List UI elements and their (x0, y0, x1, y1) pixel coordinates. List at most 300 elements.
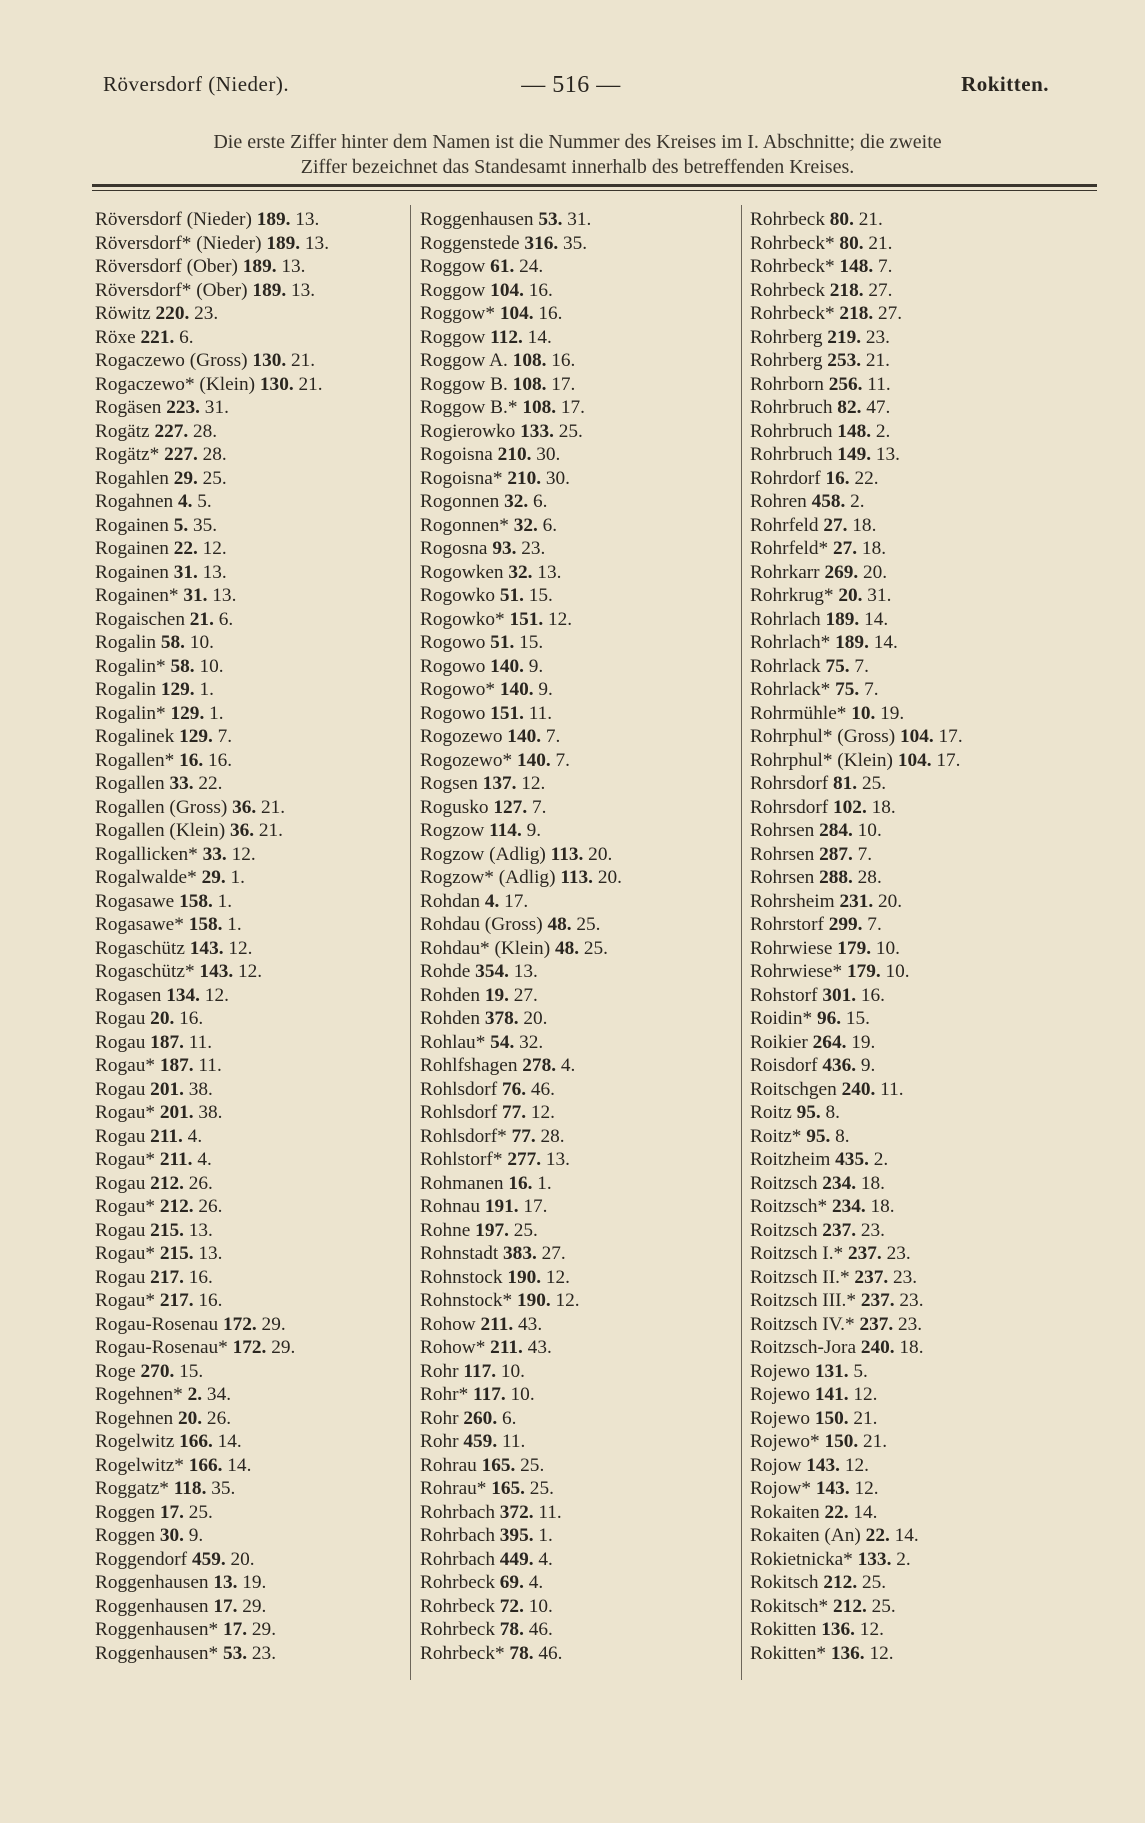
registry-office-number: 1. (222, 914, 242, 935)
registry-office-number: 7. (852, 843, 873, 865)
registry-office-number: 21. (293, 373, 323, 395)
list-item (95, 279, 329, 303)
registry-office-number: 28. (197, 444, 227, 465)
registry-office-number: 30. (541, 467, 570, 489)
district-number: 190. (516, 1290, 551, 1311)
place-name: Rogzow* (Adlig) (420, 867, 561, 888)
district-number: 148. (837, 420, 872, 442)
list-item (420, 1007, 622, 1031)
place-name: Roisdorf (750, 1055, 823, 1076)
district-number: 22. (173, 538, 198, 559)
list-item (95, 302, 329, 326)
registry-office-number: 10. (523, 1595, 553, 1617)
registry-office-number: 17. (556, 397, 585, 418)
district-number: 20. (838, 585, 863, 606)
district-number: 150. (814, 1407, 849, 1429)
district-number: 13. (213, 1572, 238, 1593)
registry-office-number: 10. (496, 1360, 525, 1382)
registry-office-number: 46. (533, 1642, 563, 1664)
place-name: Rogahnen (95, 491, 178, 512)
registry-office-number: 12. (197, 538, 227, 559)
list-item (420, 1430, 622, 1454)
district-number: 201. (150, 1078, 184, 1100)
list-item (420, 396, 622, 420)
registry-office-number: 1. (533, 1525, 553, 1546)
place-name: Rogehnen* (95, 1384, 188, 1405)
list-item (420, 772, 622, 796)
district-number: 129. (179, 726, 213, 747)
list-item (420, 1548, 622, 1572)
registry-office-number: 4. (523, 1572, 544, 1593)
registry-office-number: 14. (222, 1454, 252, 1476)
district-number: 27. (823, 514, 848, 536)
registry-office-number: 17. (546, 373, 576, 395)
district-number: 58. (170, 655, 195, 677)
list-item (420, 1219, 622, 1243)
list-item (750, 725, 963, 749)
district-number: 449. (499, 1548, 534, 1570)
place-name: Rohrbach (420, 1525, 500, 1546)
place-name: Rohrbruch (750, 397, 838, 418)
registry-office-number: 38. (183, 1078, 213, 1100)
list-item (750, 1219, 963, 1243)
registry-office-number: 12. (526, 1102, 555, 1123)
registry-office-number: 22. (849, 467, 879, 489)
place-name: Roggenhausen (420, 209, 539, 230)
district-number: 113. (550, 843, 584, 865)
registry-office-number: 4. (182, 1125, 203, 1147)
registry-office-number: 38. (193, 1102, 223, 1123)
registry-office-number: 25. (197, 467, 227, 489)
district-number: 212. (833, 1595, 867, 1617)
list-item (95, 1618, 329, 1642)
registry-office-number: 20. (858, 561, 888, 583)
list-item (750, 678, 963, 702)
registry-office-number: 23. (247, 1642, 277, 1664)
district-number: 143. (806, 1454, 840, 1476)
running-head-left: Röversdorf (Nieder). (103, 72, 290, 96)
registry-office-number: 18. (847, 514, 877, 536)
registry-office-number: 25. (571, 914, 601, 935)
place-name: Rohr* (420, 1384, 474, 1405)
place-name: Roggatz* (95, 1478, 174, 1499)
list-item (750, 1101, 963, 1125)
place-name: Rogalin* (95, 655, 171, 677)
registry-office-number: 12. (541, 1266, 570, 1288)
registry-office-number: 17. (933, 726, 963, 747)
place-name: Rojow* (750, 1478, 816, 1499)
place-name: Rohrsheim (750, 890, 840, 912)
list-item (750, 326, 963, 350)
registry-office-number: 13. (207, 585, 237, 606)
list-item (95, 866, 329, 890)
place-name: Roggow (420, 256, 491, 277)
registry-office-number: 31. (562, 209, 592, 230)
place-name: Rogzow (420, 820, 490, 841)
district-number: 140. (499, 679, 534, 700)
place-name: Rogainen* (95, 585, 184, 606)
district-number: 140. (507, 726, 542, 747)
registry-office-number: 11. (193, 1055, 222, 1076)
place-name: Rohrkrug* (750, 585, 839, 606)
list-item (750, 514, 963, 538)
list-item (420, 1642, 622, 1666)
place-name: Rogaschütz* (95, 961, 200, 982)
district-number: 354. (475, 961, 509, 982)
registry-office-number: 18. (866, 796, 896, 818)
registry-office-number: 10. (871, 937, 900, 959)
district-number: 158. (188, 914, 223, 935)
district-number: 165. (491, 1478, 525, 1499)
district-number: 240. (860, 1337, 895, 1358)
list-item (95, 631, 329, 655)
place-name: Rohrfeld* (750, 538, 833, 559)
list-item (420, 302, 622, 326)
list-item (750, 1148, 963, 1172)
registry-office-number: 10. (505, 1384, 535, 1405)
place-name: Rogau (95, 1172, 151, 1194)
district-number: 165. (481, 1454, 516, 1476)
place-name: Röversdorf* (Ober) (95, 279, 253, 301)
registry-office-number: 13. (290, 209, 320, 230)
district-number: 61. (490, 256, 515, 277)
place-name: Rogau* (95, 1196, 160, 1217)
district-number: 32. (513, 514, 538, 536)
place-name: Rohrbeck* (750, 232, 840, 254)
list-item (420, 796, 622, 820)
list-item (750, 420, 963, 444)
district-number: 117. (473, 1384, 506, 1405)
place-name: Rohr (420, 1407, 464, 1429)
place-name: Rogainen (95, 514, 174, 536)
list-item (95, 467, 329, 491)
place-name: Rohne (420, 1219, 476, 1241)
list-item (420, 1289, 622, 1313)
list-item (750, 772, 963, 796)
place-name: Roitzsch III.* (750, 1290, 861, 1311)
place-name: Rokitsch* (750, 1595, 834, 1617)
list-item (95, 232, 329, 256)
list-item (420, 1125, 622, 1149)
place-name: Rohnstadt (420, 1243, 504, 1264)
place-name: Rohden (420, 984, 485, 1006)
place-name: Rogau* (95, 1055, 160, 1076)
place-name: Rojewo (750, 1407, 815, 1429)
district-number: 172. (222, 1313, 257, 1335)
list-item (95, 984, 329, 1008)
list-item (95, 326, 329, 350)
district-number: 33. (169, 773, 194, 794)
registry-office-number: 12. (226, 843, 256, 865)
list-item (95, 1571, 329, 1595)
place-name: Rogonnen (420, 491, 505, 512)
registry-office-number: 23. (856, 1219, 885, 1241)
district-number: 53. (222, 1642, 248, 1664)
list-item (750, 1595, 963, 1619)
district-number: 95. (796, 1102, 821, 1123)
registry-office-number: 16. (546, 350, 576, 371)
registry-office-number: 13. (532, 561, 562, 583)
list-item (95, 1031, 329, 1055)
place-name: Roitz* (750, 1125, 807, 1147)
district-number: 256. (828, 373, 863, 395)
list-item (750, 1618, 963, 1642)
note-line-2: Ziffer bezeichnet das Standesamt innerhalb des betreffenden Kreises. (300, 156, 855, 178)
district-number: 179. (846, 961, 881, 982)
district-number: 104. (499, 303, 534, 324)
district-number: 227. (164, 444, 198, 465)
district-number: 130. (259, 373, 294, 395)
registry-office-number: 7. (212, 726, 233, 747)
place-name: Roggenhausen* (95, 1642, 223, 1664)
list-item (750, 1360, 963, 1384)
registry-office-number: 15. (174, 1360, 204, 1382)
district-number: 72. (499, 1595, 524, 1617)
list-item (95, 1007, 329, 1031)
place-name: Rogowo (420, 632, 491, 653)
place-name: Rohrsen (750, 820, 820, 841)
place-name: Rogainen (95, 538, 174, 559)
list-item (95, 1383, 329, 1407)
place-name: Rogaischen (95, 608, 190, 630)
registry-office-number: 12. (840, 1454, 869, 1476)
registry-office-number: 21. (861, 350, 890, 371)
list-item (750, 1407, 963, 1431)
list-item (750, 302, 963, 326)
district-number: 372. (499, 1501, 534, 1523)
district-number: 80. (829, 209, 854, 230)
list-item (750, 843, 963, 867)
list-item (750, 655, 963, 679)
list-item (95, 890, 329, 914)
district-number: 69. (499, 1572, 524, 1593)
place-name: Roggow A. (420, 350, 513, 371)
district-number: 217. (150, 1266, 184, 1288)
place-name: Rogätz* (95, 444, 165, 465)
district-number: 234. (831, 1196, 866, 1217)
list-item (95, 373, 329, 397)
list-item (95, 1172, 329, 1196)
district-number: 80. (839, 232, 864, 254)
place-name: Rogau (95, 1266, 151, 1288)
place-name: Rohdan (420, 890, 485, 912)
list-item (95, 1407, 329, 1431)
registry-office-number: 26. (202, 1407, 232, 1429)
registry-office-number: 16. (533, 303, 563, 324)
registry-office-number: 12. (516, 773, 546, 794)
place-name: Rojewo (750, 1360, 815, 1382)
district-number: 140. (490, 655, 524, 677)
registry-office-number: 11. (862, 373, 891, 395)
district-number: 215. (159, 1243, 194, 1264)
list-item (420, 490, 622, 514)
place-name: Rogaczewo (Gross) (95, 350, 253, 371)
list-item (750, 866, 963, 890)
place-name: Roggow B.* (420, 397, 523, 418)
place-name: Röxe (95, 326, 141, 348)
place-name: Rohr (420, 1360, 464, 1382)
list-item (95, 937, 329, 961)
registry-office-number: 11. (533, 1501, 562, 1523)
list-item (95, 655, 329, 679)
list-item (420, 678, 622, 702)
list-item (420, 232, 622, 256)
list-item (420, 866, 622, 890)
registry-office-number: 27. (508, 984, 538, 1006)
list-item (95, 819, 329, 843)
registry-office-number: 13. (286, 279, 316, 301)
registry-office-number: 13. (508, 961, 538, 982)
list-item (420, 913, 622, 937)
district-number: 187. (150, 1031, 184, 1053)
district-number: 95. (806, 1125, 831, 1147)
district-number: 78. (509, 1642, 534, 1664)
list-item (750, 702, 963, 726)
district-number: 32. (504, 491, 529, 512)
list-item (750, 396, 963, 420)
district-number: 75. (825, 655, 850, 677)
registry-office-number: 16. (856, 984, 885, 1006)
place-name: Rogalwalde* (95, 867, 202, 888)
district-number: 189. (242, 256, 277, 277)
registry-office-number: 35. (206, 1478, 236, 1499)
place-name: Rogzow (Adlig) (420, 843, 551, 865)
list-item (750, 373, 963, 397)
place-name: Rogau* (95, 1149, 160, 1170)
registry-office-number: 21. (853, 209, 883, 230)
district-number: 2. (187, 1384, 203, 1405)
district-number: 136. (821, 1619, 855, 1640)
list-item (750, 608, 963, 632)
list-item (420, 1313, 622, 1337)
registry-office-number: 16. (174, 1008, 204, 1029)
place-name: Rohren (750, 491, 812, 512)
district-number: 217. (159, 1290, 194, 1311)
list-item (95, 1289, 329, 1313)
list-item (750, 584, 963, 608)
list-item (420, 467, 622, 491)
registry-office-number: 25. (515, 1454, 545, 1476)
district-number: 270. (140, 1360, 175, 1382)
column-divider-1 (410, 205, 411, 1680)
list-item (750, 561, 963, 585)
district-number: 30. (159, 1525, 184, 1546)
registry-office-number: 6. (497, 1407, 517, 1429)
place-name: Rokitsch (750, 1572, 824, 1593)
list-item (95, 1101, 329, 1125)
list-item (95, 208, 329, 232)
place-name: Rogalin (95, 632, 161, 653)
place-name: Roggow B. (420, 373, 513, 395)
district-number: 32. (508, 561, 533, 583)
place-name: Rogoisna* (420, 467, 508, 489)
district-number: 151. (490, 702, 524, 724)
registry-office-number: 4. (556, 1055, 576, 1076)
district-number: 58. (160, 632, 185, 653)
district-number: 21. (189, 608, 214, 630)
list-item (750, 1078, 963, 1102)
place-name: Rokietnicka* (750, 1548, 858, 1570)
list-item (95, 960, 329, 984)
registry-office-number: 12. (550, 1290, 580, 1311)
list-item (420, 702, 622, 726)
list-item (420, 349, 622, 373)
place-name: Roggenstede (420, 232, 525, 254)
district-number: 459. (191, 1548, 226, 1570)
district-number: 189. (266, 232, 301, 254)
place-name: Roggendorf (95, 1548, 192, 1570)
place-name: Rohrbeck (420, 1595, 500, 1617)
list-item (420, 1383, 622, 1407)
district-number: 215. (150, 1219, 184, 1241)
list-item (95, 1454, 329, 1478)
registry-office-number: 21. (858, 1431, 888, 1452)
district-number: 148. (839, 256, 874, 277)
district-number: 288. (819, 867, 853, 888)
district-number: 114. (489, 820, 522, 841)
district-number: 189. (256, 209, 291, 230)
list-item (420, 1336, 622, 1360)
list-item (95, 678, 329, 702)
list-item (420, 255, 622, 279)
place-name: Roitz (750, 1102, 797, 1123)
list-item (750, 749, 963, 773)
list-item (420, 1524, 622, 1548)
district-number: 48. (554, 937, 580, 959)
place-name: Rohrbeck* (750, 303, 840, 324)
place-name: Röwitz (95, 303, 156, 324)
place-name: Rohrphul* (Gross) (750, 726, 900, 747)
registry-office-number: 1. (212, 890, 233, 912)
registry-office-number: 26. (193, 1196, 223, 1217)
registry-office-number: 29. (266, 1337, 296, 1358)
list-item (95, 1336, 329, 1360)
district-number: 108. (522, 397, 557, 418)
district-number: 260. (463, 1407, 498, 1429)
list-item (95, 725, 329, 749)
registry-office-number: 13. (276, 256, 306, 277)
place-name: Rohnstock (420, 1266, 508, 1288)
registry-office-number: 32. (514, 1031, 544, 1053)
district-number: 277. (507, 1149, 542, 1170)
district-number: 118. (173, 1478, 207, 1499)
registry-office-number: 4. (533, 1548, 553, 1570)
registry-office-number: 23. (894, 1290, 924, 1311)
place-name: Rohrstorf (750, 914, 829, 935)
district-number: 5. (173, 514, 189, 536)
district-number: 133. (857, 1548, 892, 1570)
district-number: 75. (835, 679, 860, 700)
district-number: 166. (188, 1454, 223, 1476)
place-name: Rohrfeld (750, 514, 824, 536)
list-item (750, 1454, 963, 1478)
list-item (750, 349, 963, 373)
district-number: 137. (482, 773, 517, 794)
district-number: 237. (854, 1266, 889, 1288)
registry-office-number: 1. (194, 679, 214, 700)
list-item (420, 843, 622, 867)
district-number: 4. (484, 890, 500, 912)
list-item (95, 514, 329, 538)
district-number: 237. (848, 1243, 882, 1264)
registry-office-number: 12. (543, 608, 573, 630)
list-item (95, 1595, 329, 1619)
place-name: Rohrbach (420, 1548, 500, 1570)
list-item (750, 1548, 963, 1572)
registry-office-number: 12. (233, 961, 263, 982)
list-item (750, 1477, 963, 1501)
district-number: 191. (484, 1196, 519, 1217)
